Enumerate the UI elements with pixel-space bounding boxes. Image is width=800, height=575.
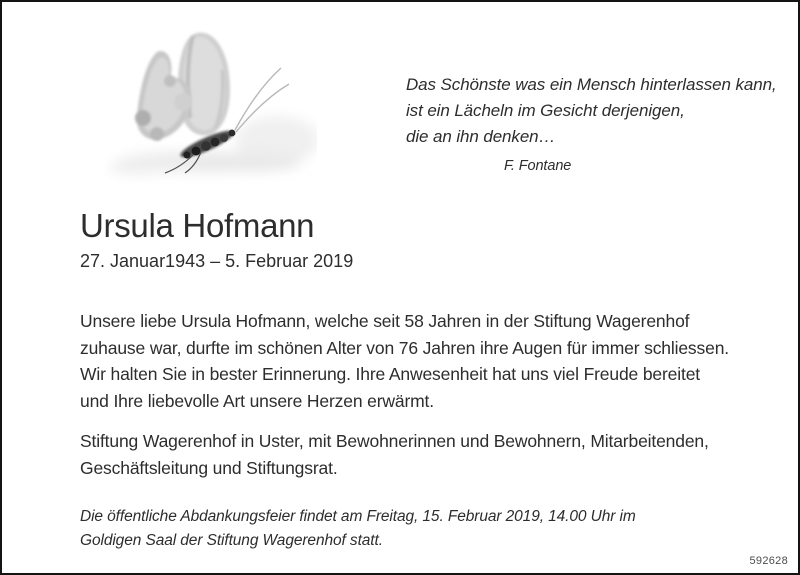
quote-line: ist ein Lächeln im Gesicht derjenigen, [406, 101, 685, 120]
paragraph-line: und Ihre liebevolle Art unsere Herzen erwärmt. [80, 390, 434, 411]
funeral-line: Die öffentliche Abdankungsfeier findet am Freitag, 15. Februar 2019, 14.00 Uhr im [80, 508, 636, 525]
obituary-paragraph-2 [80, 428, 709, 481]
quote-line: die an ihn denken… [406, 127, 556, 146]
quote-line: Das Schönste was ein Mensch hinterlassen kann, [406, 75, 777, 94]
funeral-service-info [80, 505, 636, 553]
paragraph-line: zuhause war, durfte im schönen Alter von 76 Jahren ihre Augen für immer schliessen. [80, 337, 730, 358]
deceased-dates: 27. Januar1943 – 5. Februar 2019 [80, 251, 354, 271]
paragraph-line: Geschäftsleitung und Stiftungsrat. [80, 457, 338, 478]
reference-number: 592628 [749, 555, 788, 567]
memorial-quote [406, 72, 777, 179]
butterfly-watercolor-icon [97, 22, 317, 187]
obituary-paragraph-1 [80, 308, 729, 414]
deceased-name: Ursula Hofmann [80, 207, 315, 244]
butterfly-illustration [97, 22, 317, 187]
quote-attribution: F. Fontane [504, 158, 572, 174]
paragraph-line: Wir halten Sie in bester Erinnerung. Ihre Anwesenheit hat uns viel Freude bereitet [80, 364, 700, 384]
paragraph-line: Unsere liebe Ursula Hofmann, welche seit 58 Jahren in der Stiftung Wagerenhof [80, 311, 690, 331]
paragraph-line: Stiftung Wagerenhof in Uster, mit Bewohnerinnen und Bewohnern, Mitarbeitenden, [80, 431, 709, 451]
funeral-line: Goldigen Saal der Stiftung Wagerenhof statt. [80, 532, 383, 549]
